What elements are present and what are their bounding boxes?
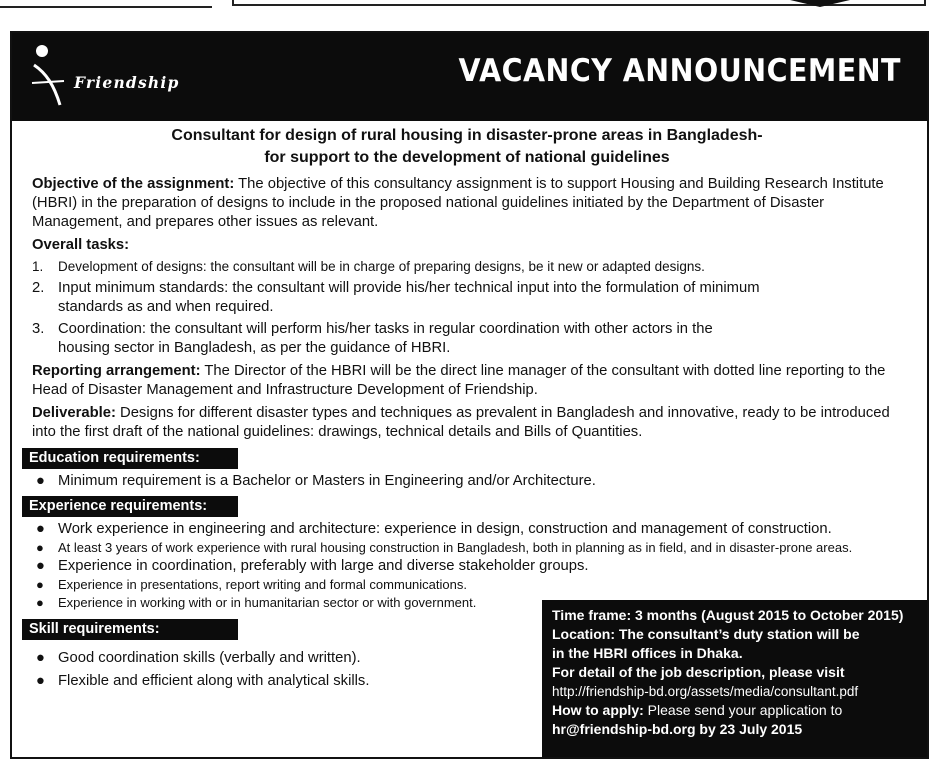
- experience-item: [32, 539, 902, 557]
- timeframe: Time frame: 3 months (August 2015 to October 2015): [552, 607, 904, 623]
- experience-item-text: Experience in coordination, preferably with large and diverse stakeholder groups.: [58, 558, 589, 574]
- skill-item-text: Flexible and efficient along with analytical skills.: [58, 673, 370, 689]
- apply-line: [552, 701, 917, 720]
- reporting-paragraph: [32, 362, 902, 400]
- education-list: [32, 472, 902, 491]
- bullet-icon: ●: [36, 473, 45, 489]
- experience-list: [32, 520, 902, 612]
- task-number: 2.: [32, 280, 45, 296]
- friendship-logo: [30, 43, 220, 113]
- education-heading: Education requirements:: [22, 448, 238, 469]
- location-line-2: in the HBRI offices in Dhaka.: [552, 645, 743, 661]
- experience-item-text: Experience in presentations, report writing and formal communications.: [58, 577, 467, 592]
- task-item: [32, 279, 902, 317]
- logo-text: Friendship: [74, 73, 180, 92]
- bullet-icon: ●: [36, 673, 45, 689]
- bullet-icon: ●: [36, 595, 44, 610]
- apply-label: How to apply:: [552, 702, 644, 718]
- bullet-icon: ●: [36, 558, 45, 574]
- tasks-list: [32, 257, 902, 358]
- location-line-1: Location: The consultant’s duty station will be: [552, 626, 860, 642]
- education-item: [32, 472, 902, 491]
- job-title-line-2: for support to the development of national guidelines: [264, 149, 670, 166]
- job-title-line-1: Consultant for design of rural housing in disaster-prone areas in Bangladesh-: [171, 127, 763, 144]
- task-item: [32, 257, 902, 276]
- apply-text: Please send your application to: [647, 702, 843, 718]
- deliverable-paragraph: [32, 404, 902, 442]
- job-description-link[interactable]: http://friendship-bd.org/assets/media/consultant.pdf: [552, 684, 859, 699]
- application-info-box: [542, 600, 927, 758]
- tasks-label: Overall tasks:: [32, 237, 130, 253]
- deliverable-label: Deliverable:: [32, 405, 116, 421]
- experience-item-text: At least 3 years of work experience with rural housing construction in Bangladesh, both in planning as in field, and in disaster-prone areas.: [58, 540, 853, 555]
- experience-item: [32, 576, 902, 594]
- experience-item: [32, 520, 902, 539]
- apply-email[interactable]: hr@friendship-bd.org by 23 July 2015: [552, 721, 803, 737]
- experience-item-text: Work experience in engineering and architecture: experience in design, construction and management of construction.: [58, 521, 832, 537]
- skill-item-text: Good coordination skills (verbally and written).: [58, 650, 361, 666]
- task-text: Development of designs: the consultant will be in charge of preparing designs, be it new or adapted designs.: [58, 259, 705, 274]
- task-item: [32, 320, 902, 358]
- skill-heading: Skill requirements:: [22, 619, 238, 640]
- top-rule-left: [0, 6, 212, 8]
- bullet-icon: ●: [36, 650, 45, 666]
- objective-text: The objective of this consultancy assignment is to support Housing and Building Research Institute (HBRI) in the preparation of designs to include in the proposed national guidelines initiated by the Department of Disaster Management, and prepares other issues as relevant.: [32, 176, 884, 230]
- objective-paragraph: [32, 175, 902, 232]
- task-number: 3.: [32, 321, 45, 337]
- announcement-frame: [10, 31, 929, 759]
- bullet-icon: ●: [36, 540, 44, 555]
- detail-text: For detail of the job description, please visit: [552, 664, 845, 680]
- education-item-text: Minimum requirement is a Bachelor or Masters in Engineering and/or Architecture.: [58, 473, 596, 489]
- experience-heading: Experience requirements:: [22, 496, 238, 517]
- job-title: [32, 125, 902, 169]
- page-heading: VACANCY ANNOUNCEMENT: [458, 53, 901, 89]
- experience-item-text: Experience in working with or in humanitarian sector or with government.: [58, 595, 477, 610]
- deliverable-text: Designs for different disaster types and techniques as prevalent in Bangladesh and innovative, ready to be introduced into the first draft of the national guidelines: drawings, technical details and Bills of Quantities.: [32, 405, 890, 440]
- header-bar: [12, 33, 927, 121]
- task-number: 1.: [32, 259, 44, 274]
- experience-item: [32, 557, 902, 576]
- objective-label: Objective of the assignment:: [32, 176, 235, 192]
- reporting-label: Reporting arrangement:: [32, 363, 201, 379]
- bullet-icon: ●: [36, 577, 44, 592]
- bullet-icon: ●: [36, 521, 45, 537]
- top-rule-corner: [790, 0, 850, 7]
- task-text: Coordination: the consultant will perform his/her tasks in regular coordination with other actors in the housing sector in Bangladesh, as per the guidance of HBRI.: [58, 321, 713, 356]
- reporting-text: The Director of the HBRI will be the direct line manager of the consultant with dotted line reporting to the Head of Disaster Management and Infrastructure Development of Friendship.: [32, 363, 886, 398]
- task-text: Input minimum standards: the consultant will provide his/her technical input into the formulation of minimum standards as and when required.: [58, 280, 760, 315]
